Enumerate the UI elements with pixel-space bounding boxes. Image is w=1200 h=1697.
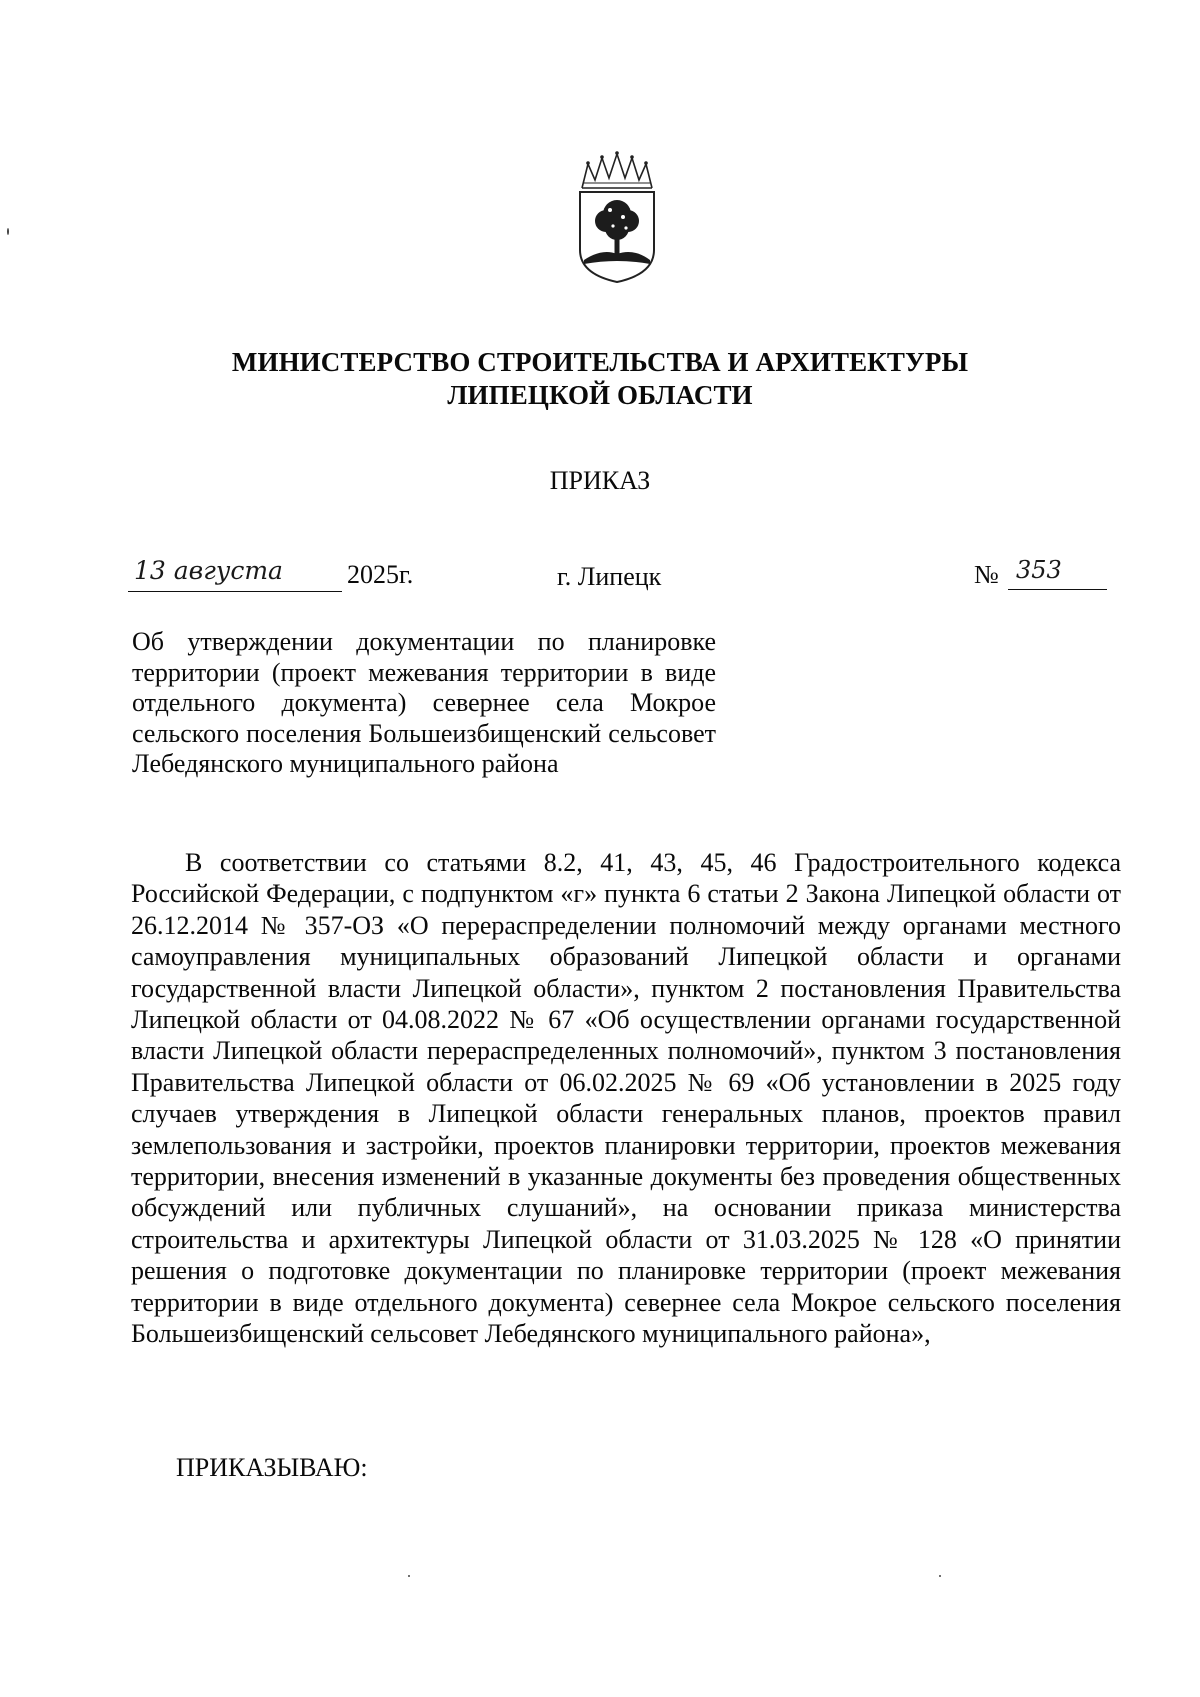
- ministry-title-line1: МИНИСТЕРСТВО СТРОИТЕЛЬСТВА И АРХИТЕКТУРЫ: [231, 347, 969, 377]
- preamble-paragraph: В соответствии со статьями 8.2, 41, 43, 45, 46 Градостроительного кодекса Российской Федерации, с подпунктом «г» пункта 6 статьи 2 Закона Липецкой области от 26.12.2014 № 357-ОЗ «О перераспределении полномочий между органами местного самоуправления муниципальных образований Липецкой области и органами государственной власти Липецкой области», пунктом 2 постановления Правительства Липецкой области от 04.08.2022 № 67 «Об осуществлении органами государственной власти Липецкой области перераспределенных полномочий», пунктом 3 постановления Правительства Липецкой области от 06.02.2025 № 69 «Об установлении в 2025 году случаев утверждения в Липецкой области генеральных планов, проектов правил землепользования и застройки, проектов планировки территории, проектов межевания территории, внесения изменений в указанные документы без проведения общественных обсуждений или публичных слушаний», на основании приказа министерства строительства и архитектуры Липецкой области от 31.03.2025 № 128 «О принятии решения о подготовке документации по планировке территории (проект межевания территории в виде отдельного документа) севернее села Мокрое сельского поселения Большеизбищенский сельсовет Лебедянского муниципального района»,: [131, 848, 1121, 1349]
- scan-speck: [7, 228, 9, 235]
- handwritten-date: 13 августа: [128, 556, 342, 592]
- date-number-line: [0, 556, 1200, 600]
- lipetsk-coat-of-arms-icon: [576, 150, 658, 285]
- ministry-title-line2: ЛИПЕЦКОЙ ОБЛАСТИ: [447, 380, 753, 410]
- handwritten-number: 353: [1008, 556, 1107, 590]
- scan-speck: [939, 1575, 941, 1577]
- number-sign: №: [974, 560, 999, 589]
- year-label: 2025г.: [347, 560, 414, 589]
- document-type: ПРИКАЗ: [549, 466, 651, 495]
- ministry-title: [0, 346, 1200, 412]
- order-directive: ПРИКАЗЫВАЮ:: [176, 1453, 368, 1482]
- city-label: г. Липецк: [557, 562, 662, 591]
- order-subject: Об утверждении документации по планировке территории (проект межевания территории в виде отдельного документа) севернее села Мокрое сельского поселения Большеизбищенский сельсовет Лебедянского муниципального района: [132, 627, 716, 778]
- scan-speck: [408, 1575, 410, 1577]
